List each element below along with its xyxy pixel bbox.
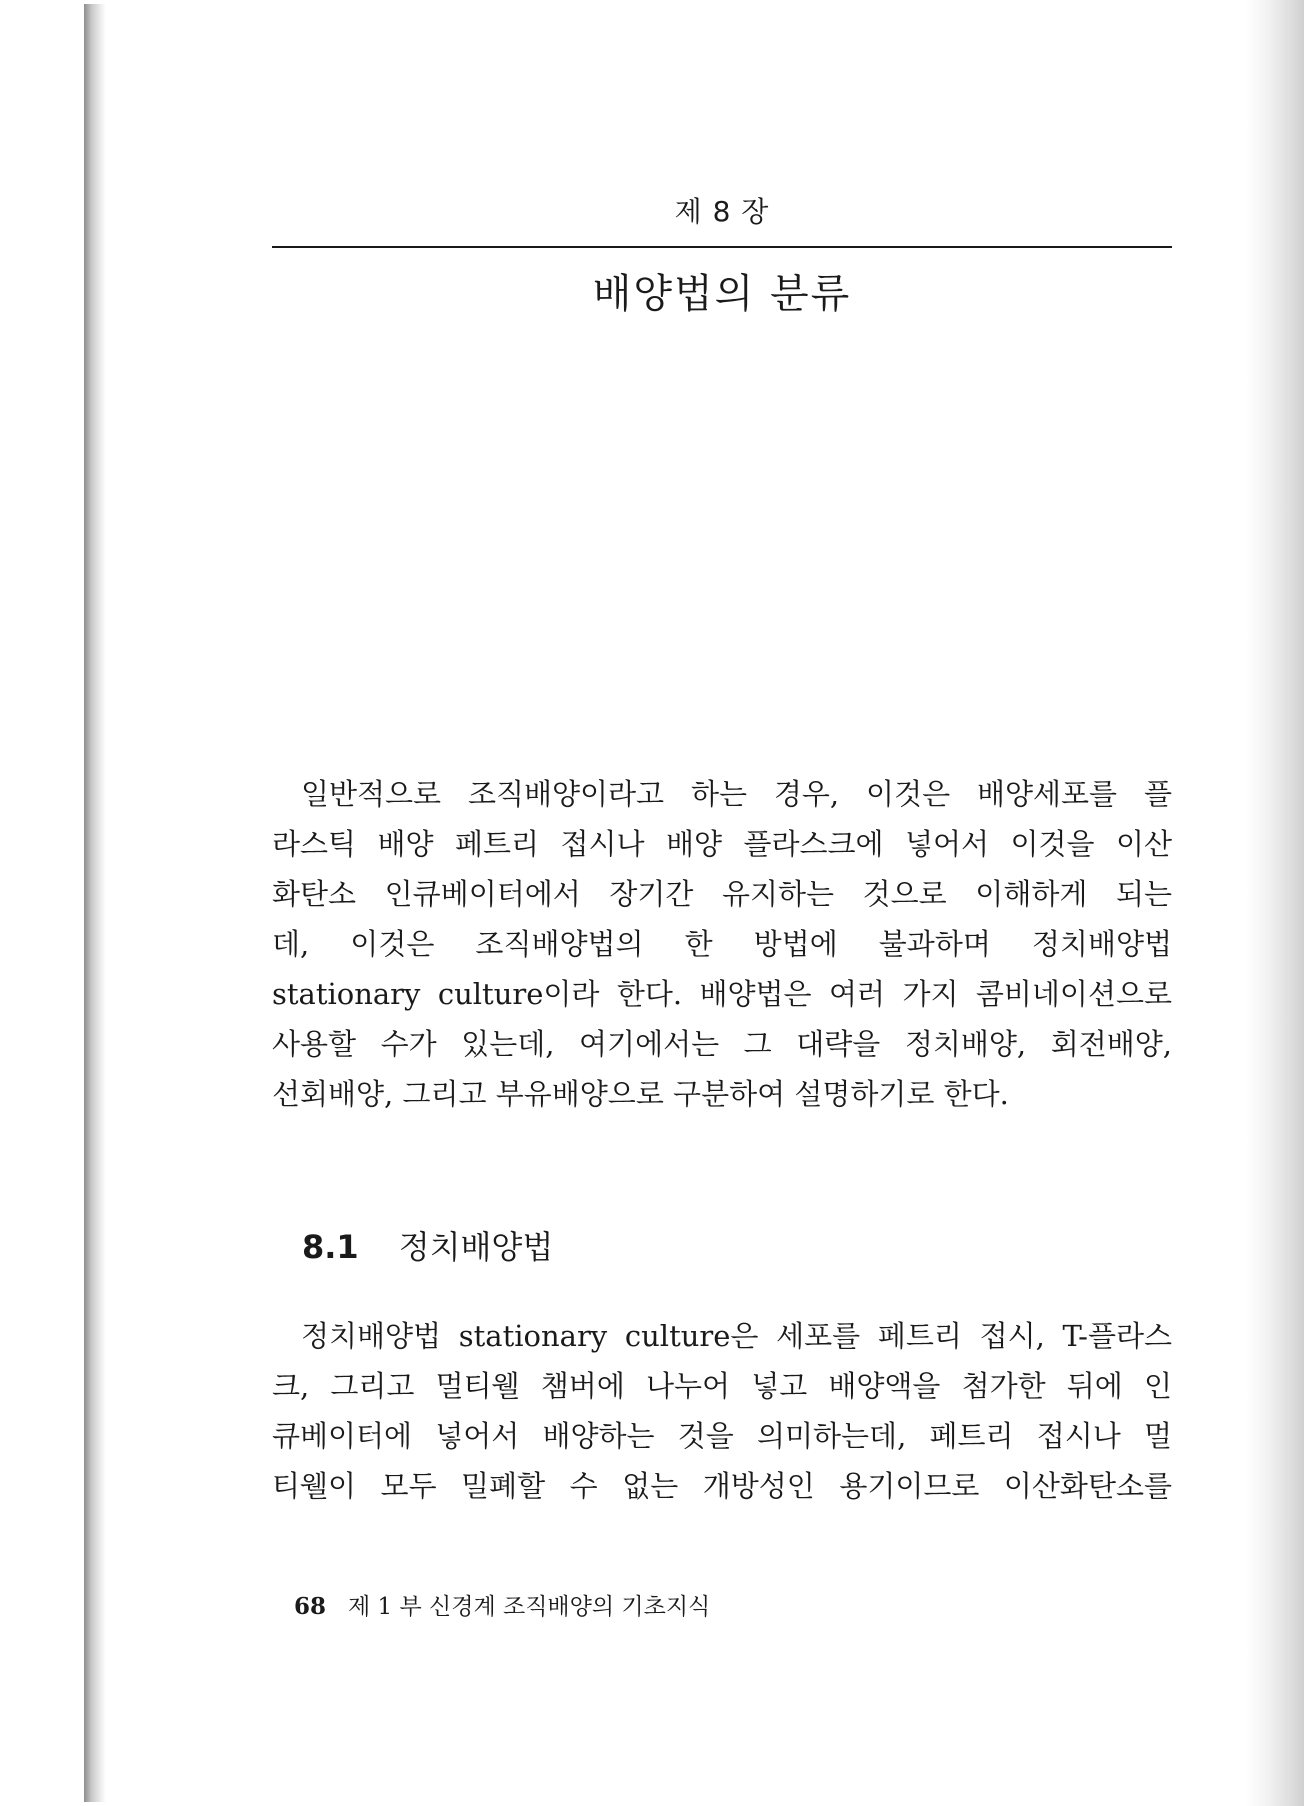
paragraph-line: 선회배양, 그리고 부유배양으로 구분하여 설명하기로 한다. [272, 1077, 1009, 1111]
paragraph-line: 데, 이것은 조직배양법의 한 방법에 불과하며 정치배양법 [272, 927, 1172, 961]
running-title: 제 1 부 신경계 조직배양의 기초지식 [348, 1594, 711, 1620]
chapter-divider [272, 246, 1172, 248]
paragraph-line: 일반적으로 조직배양이라고 하는 경우, 이것은 배양세포를 플 [301, 777, 1172, 811]
intro-paragraph [272, 769, 1172, 1119]
page-number: 68 [294, 1593, 327, 1620]
paragraph-line: 티웰이 모두 밀폐할 수 없는 개방성인 용기이므로 이산화탄소를 [272, 1469, 1172, 1503]
section-paragraph [272, 1311, 1172, 1511]
chapter-title: 배양법의 분류 [592, 271, 852, 317]
paragraph-line: stationary culture이라 한다. 배양법은 여러 가지 콤비네이션으로 [272, 977, 1172, 1011]
paragraph-line: 정치배양법 stationary culture은 세포를 페트리 접시, T-플라스 [301, 1319, 1172, 1353]
paragraph-line: 사용할 수가 있는데, 여기에서는 그 대략을 정치배양, 회전배양, [272, 1027, 1172, 1061]
paragraph-line: 큐베이터에 넣어서 배양하는 것을 의미하는데, 페트리 접시나 멀 [272, 1419, 1172, 1453]
section-title: 정치배양법 [398, 1228, 554, 1266]
paragraph-line: 크, 그리고 멀티웰 챔버에 나누어 넣고 배양액을 첨가한 뒤에 인 [272, 1369, 1172, 1403]
page-footer [294, 1588, 710, 1621]
section-number: 8.1 [302, 1228, 359, 1266]
chapter-label: 제 8 장 [674, 195, 770, 228]
section-heading [302, 1222, 553, 1268]
page-spine-shadow [84, 4, 106, 1802]
page-gutter-shadow [1246, 0, 1304, 1806]
paragraph-line: 라스틱 배양 페트리 접시나 배양 플라스크에 넣어서 이것을 이산 [272, 827, 1172, 861]
paragraph-line: 화탄소 인큐베이터에서 장기간 유지하는 것으로 이해하게 되는 [272, 877, 1172, 911]
